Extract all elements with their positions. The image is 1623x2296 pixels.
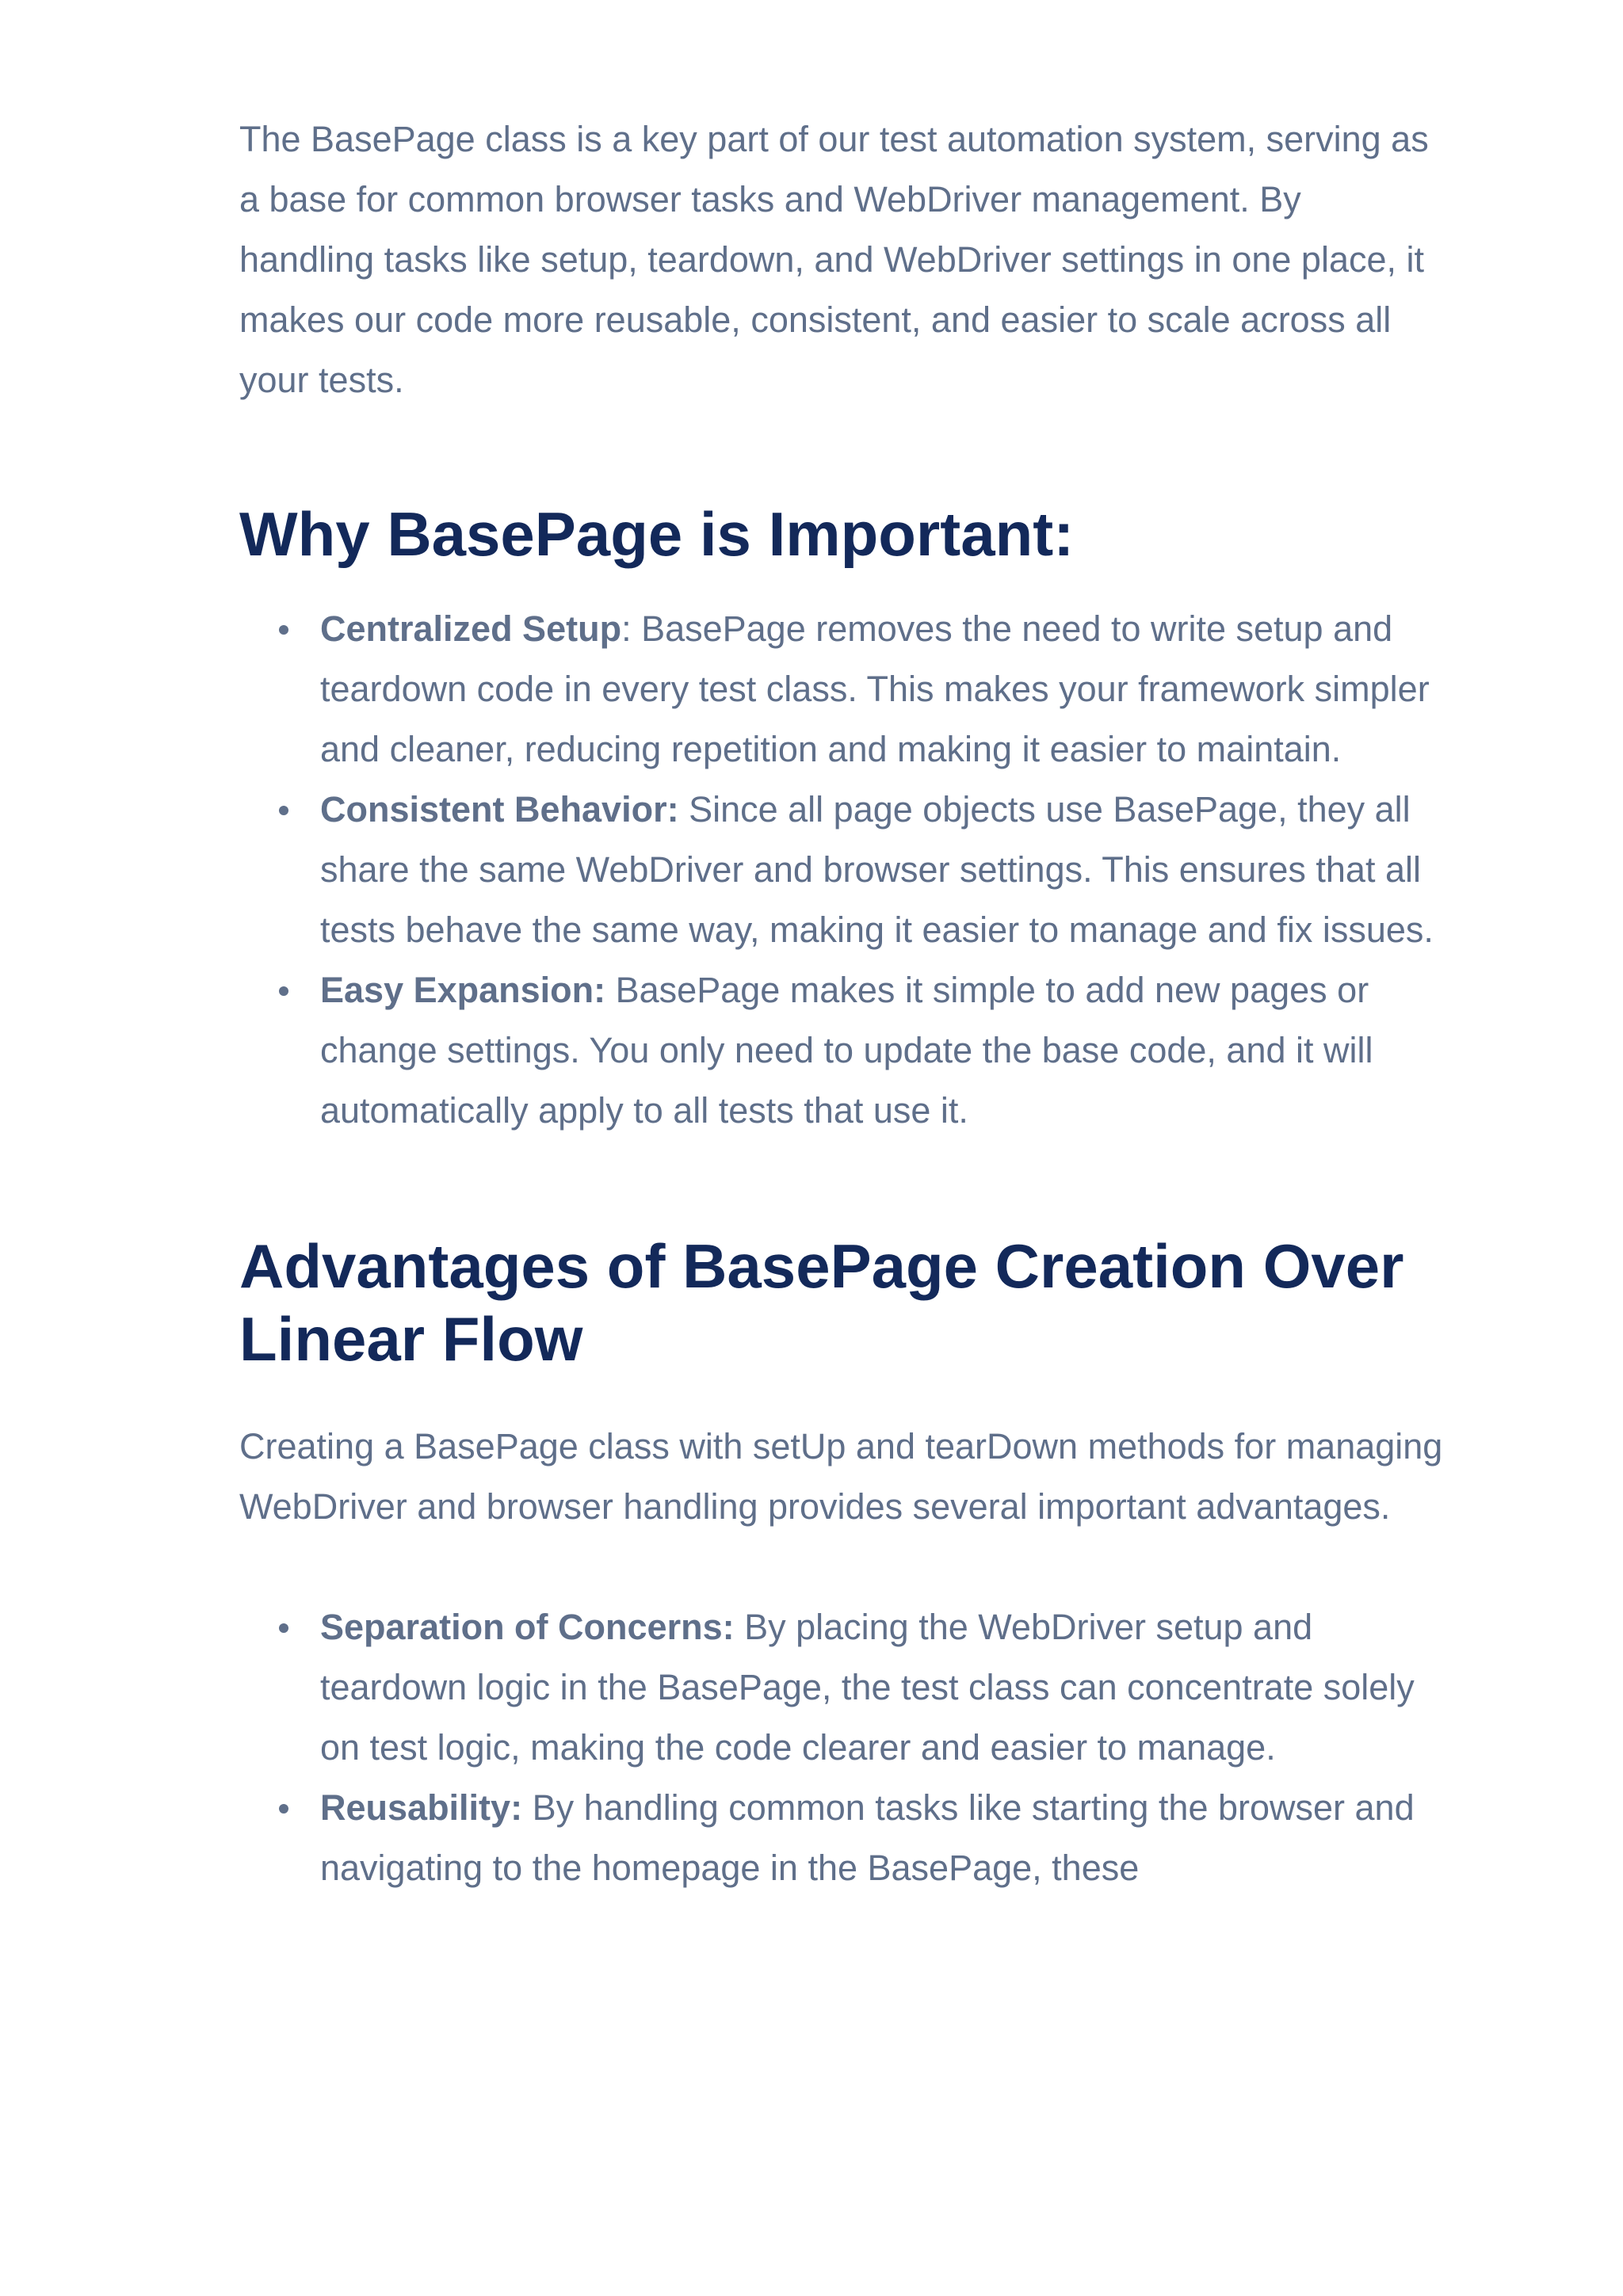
why-basepage-list	[239, 599, 1444, 1141]
list-item-description: By handling common tasks like starting the browser and navigating to the homepage in the BasePage, these	[320, 1787, 1415, 1888]
article-content	[239, 109, 1444, 1898]
list-item	[320, 1778, 1444, 1898]
list-item-term: Centralized Setup	[320, 608, 622, 649]
list-item-term: Reusability:	[320, 1787, 523, 1828]
list-item-description: By placing the WebDriver setup and teardown logic in the BasePage, the test class can concentrate solely on test logic, making the code clearer and easier to manage.	[320, 1607, 1415, 1768]
list-item	[320, 1597, 1444, 1778]
list-item	[320, 960, 1444, 1141]
list-item-description: Since all page objects use BasePage, they all share the same WebDriver and browser settings. This ensures that all tests behave the same way, making it easier to manage and fix issues.	[320, 789, 1434, 950]
advantages-heading: Advantages of BasePage Creation Over Linear Flow	[239, 1231, 1404, 1374]
list-item-term: Consistent Behavior:	[320, 789, 679, 830]
list-item	[320, 780, 1444, 960]
why-basepage-heading: Why BasePage is Important:	[239, 499, 1075, 569]
advantages-intro-paragraph: Creating a BasePage class with setUp and tearDown methods for managing WebDriver and browser handling provides several important advantages.	[239, 1426, 1443, 1527]
intro-paragraph: The BasePage class is a key part of our test automation system, serving as a base for common browser tasks and WebDriver management. By handling tasks like setup, teardown, and WebDriver settings in one place, it makes our code more reusable, consistent, and easier to scale across all your tests.	[239, 119, 1429, 400]
list-item-description: : BasePage removes the need to write setup and teardown code in every test class. This makes your framework simpler and cleaner, reducing repetition and making it easier to maintain.	[320, 608, 1430, 769]
list-item-description: BasePage makes it simple to add new pages or change settings. You only need to update the base code, and it will automatically apply to all tests that use it.	[320, 970, 1373, 1131]
list-item-term: Easy Expansion:	[320, 970, 606, 1010]
list-item	[320, 599, 1444, 780]
list-item-term: Separation of Concerns:	[320, 1607, 735, 1647]
advantages-list	[239, 1597, 1444, 1898]
